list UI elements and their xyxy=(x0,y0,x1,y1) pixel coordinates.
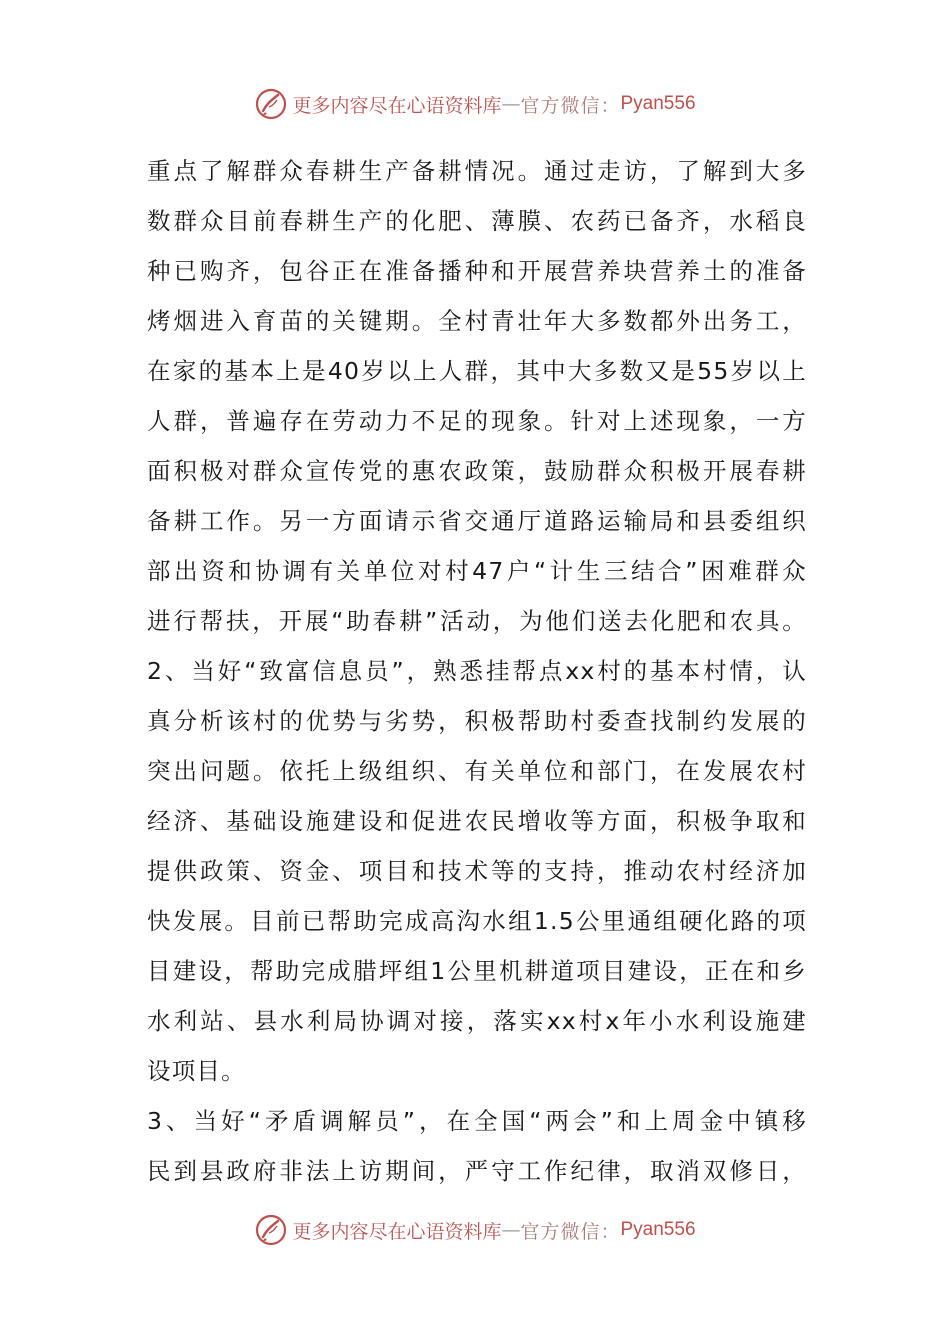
text-line: 2、当好“致富信息员”，熟悉挂帮点xx村的基本村情，认 xyxy=(147,657,807,685)
banner-site-text: 更多内容尽在心语资料库 xyxy=(292,1220,502,1243)
banner-wechat-label: 官方微信： xyxy=(520,1220,621,1243)
text-line: 进行帮扶，开展“助春耕”活动，为他们送去化肥和农具。 xyxy=(147,607,807,635)
banner-site-text: 更多内容尽在心语资料库 xyxy=(292,94,502,117)
banner-wechat-label: 官方微信： xyxy=(520,94,621,117)
text-line: 人群，普遍存在劳动力不足的现象。针对上述现象，一方 xyxy=(147,407,807,435)
pen-seal-logo-icon xyxy=(254,1213,288,1247)
text-line: 提供政策、资金、项目和技术等的支持，推动农村经济加 xyxy=(147,857,807,885)
text-line: 水利站、县水利局协调对接，落实xx村x年小水利设施建 xyxy=(147,1007,807,1035)
banner-wechat-id: Pyan556 xyxy=(620,1219,696,1240)
text-line: 在家的基本上是40岁以上人群，其中大多数又是55岁以上 xyxy=(147,357,807,385)
text-line: 烤烟进入育苗的关键期。全村青壮年大多数都外出务工， xyxy=(147,307,807,335)
pen-seal-logo-icon xyxy=(254,87,288,121)
text-line: 快发展。目前已帮助完成高沟水组1.5公里通组硬化路的项 xyxy=(147,907,807,935)
text-line: 种已购齐，包谷正在准备播种和开展营养块营养土的准备 xyxy=(147,257,807,285)
text-line: 备耕工作。另一方面请示省交通厅道路运输局和县委组织 xyxy=(147,507,807,535)
text-line: 经济、基础设施建设和促进农民增收等方面，积极争取和 xyxy=(147,807,807,835)
text-line: 设项目。 xyxy=(147,1057,246,1085)
text-line: 真分析该村的优势与劣势，积极帮助村委查找制约发展的 xyxy=(147,707,807,735)
text-line: 民到县政府非法上访期间，严守工作纪律，取消双修日， xyxy=(147,1157,807,1185)
text-line: 数群众目前春耕生产的化肥、薄膜、农药已备齐，水稻良 xyxy=(147,207,807,235)
document-body xyxy=(147,146,807,1196)
text-line: 突出问题。依托上级组织、有关单位和部门，在发展农村 xyxy=(147,757,807,785)
text-line: 重点了解群众春耕生产备耕情况。通过走访，了解到大多 xyxy=(147,157,807,185)
text-line: 面积极对群众宣传党的惠农政策，鼓励群众积极开展春耕 xyxy=(147,457,807,485)
text-line: 3、当好“矛盾调解员”，在全国“两会”和上周金中镇移 xyxy=(147,1107,807,1135)
footer-banner[interactable] xyxy=(0,1210,950,1250)
banner-dash: — xyxy=(501,93,521,115)
text-line: 目建设，帮助完成腊坪组1公里机耕道项目建设，正在和乡 xyxy=(147,957,807,985)
banner-wechat-id: Pyan556 xyxy=(620,93,696,114)
text-line: 部出资和协调有关单位对村47户“计生三结合”困难群众 xyxy=(147,557,807,585)
banner-dash: — xyxy=(501,1219,521,1241)
header-banner[interactable] xyxy=(0,84,950,124)
